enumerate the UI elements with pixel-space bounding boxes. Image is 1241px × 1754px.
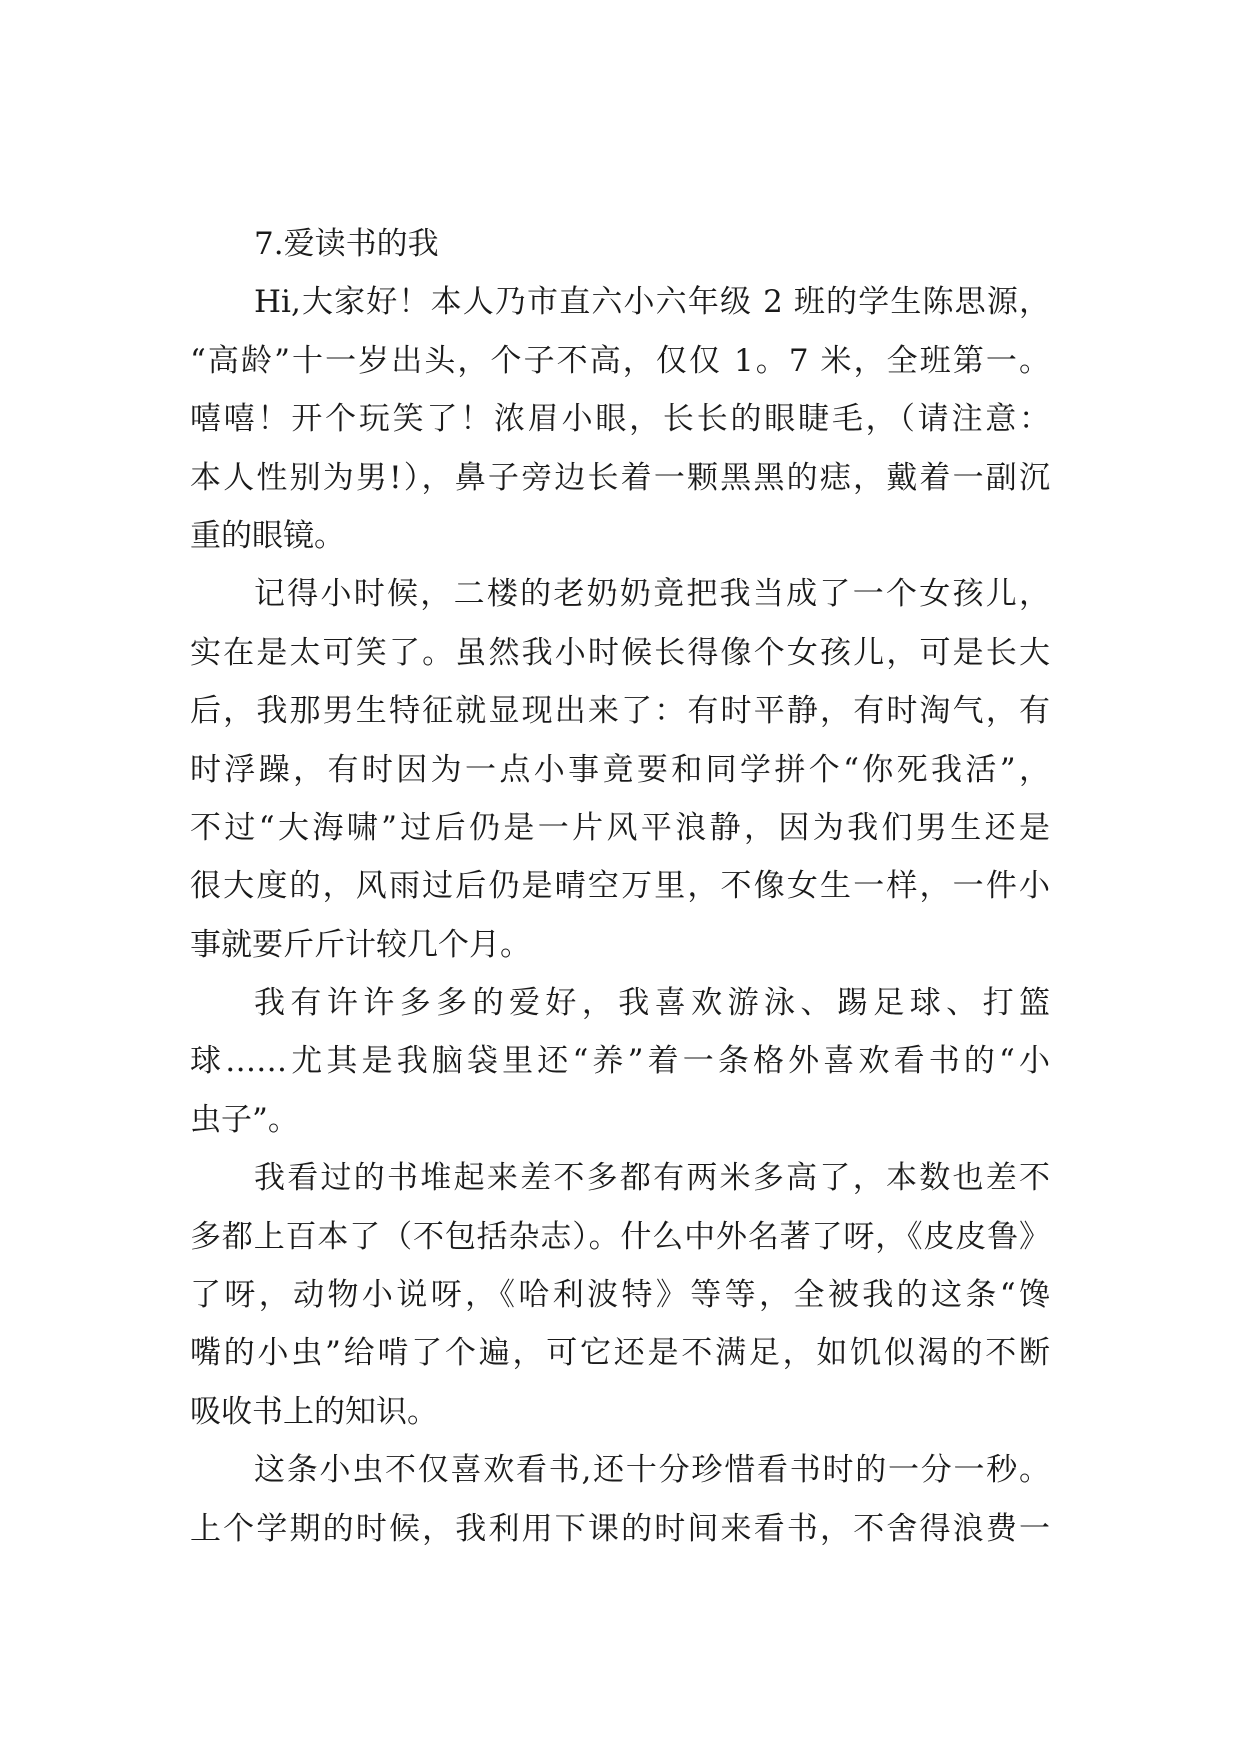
document-title: 7.爱读书的我 bbox=[254, 226, 439, 262]
text-line: 实在是太可笑了。虽然我小时候长得像个女孩儿，可是长大 bbox=[190, 634, 1050, 671]
text-line: 本人性别为男!），鼻子旁边长着一颗黑黑的痣，戴着一副沉 bbox=[190, 459, 1050, 496]
text-line: 嘴的小虫”给啃了个遍，可它还是不满足，如饥似渴的不断 bbox=[190, 1335, 1050, 1372]
paragraph-2 bbox=[190, 565, 1050, 974]
text-line: 吸收书上的知识。 bbox=[190, 1393, 438, 1430]
text-line: Hi,大家好！本人乃市直六小六年级 2 班的学生陈思源， bbox=[254, 284, 1050, 321]
paragraph-3 bbox=[190, 974, 1050, 1149]
paragraph-4 bbox=[190, 1149, 1050, 1441]
text-line: 了呀，动物小说呀，《哈利波特》等等，全被我的这条“馋 bbox=[190, 1277, 1050, 1314]
text-line: 我有许许多多的爱好，我喜欢游泳、踢足球、打篮 bbox=[254, 985, 1050, 1022]
text-line: 不过“大海啸”过后仍是一片风平浪静，因为我们男生还是 bbox=[190, 809, 1050, 846]
text-line: 记得小时候，二楼的老奶奶竟把我当成了一个女孩儿， bbox=[254, 576, 1050, 613]
paragraph-1 bbox=[190, 273, 1050, 565]
text-line: 这条小虫不仅喜欢看书,还十分珍惜看书时的一分一秒。 bbox=[254, 1452, 1050, 1489]
text-line: 我看过的书堆起来差不多都有两米多高了，本数也差不 bbox=[254, 1160, 1050, 1197]
text-line: 上个学期的时候，我利用下课的时间来看书，不舍得浪费一 bbox=[190, 1510, 1050, 1547]
text-line: 多都上百本了（不包括杂志）。什么中外名著了呀，《皮皮鲁》 bbox=[190, 1218, 1050, 1255]
text-line: 重的眼镜。 bbox=[190, 517, 345, 554]
text-line: 时浮躁，有时因为一点小事竟要和同学拼个“你死我活”， bbox=[190, 751, 1050, 788]
document-body bbox=[190, 215, 1050, 1558]
text-line: 很大度的，风雨过后仍是晴空万里，不像女生一样，一件小 bbox=[190, 868, 1050, 905]
text-line: 球……尤其是我脑袋里还“养”着一条格外喜欢看书的“小 bbox=[190, 1043, 1050, 1080]
text-line: 嘻嘻！开个玩笑了！浓眉小眼，长长的眼睫毛，（请注意： bbox=[190, 401, 1050, 438]
text-line: “高龄”十一岁出头，个子不高，仅仅 1。7 米，全班第一。 bbox=[190, 342, 1050, 379]
text-line: 后，我那男生特征就显现出来了：有时平静，有时淘气，有 bbox=[190, 693, 1050, 730]
text-line: 事就要斤斤计较几个月。 bbox=[190, 926, 531, 963]
paragraph-5 bbox=[190, 1441, 1050, 1558]
text-line: 虫子”。 bbox=[190, 1101, 299, 1138]
